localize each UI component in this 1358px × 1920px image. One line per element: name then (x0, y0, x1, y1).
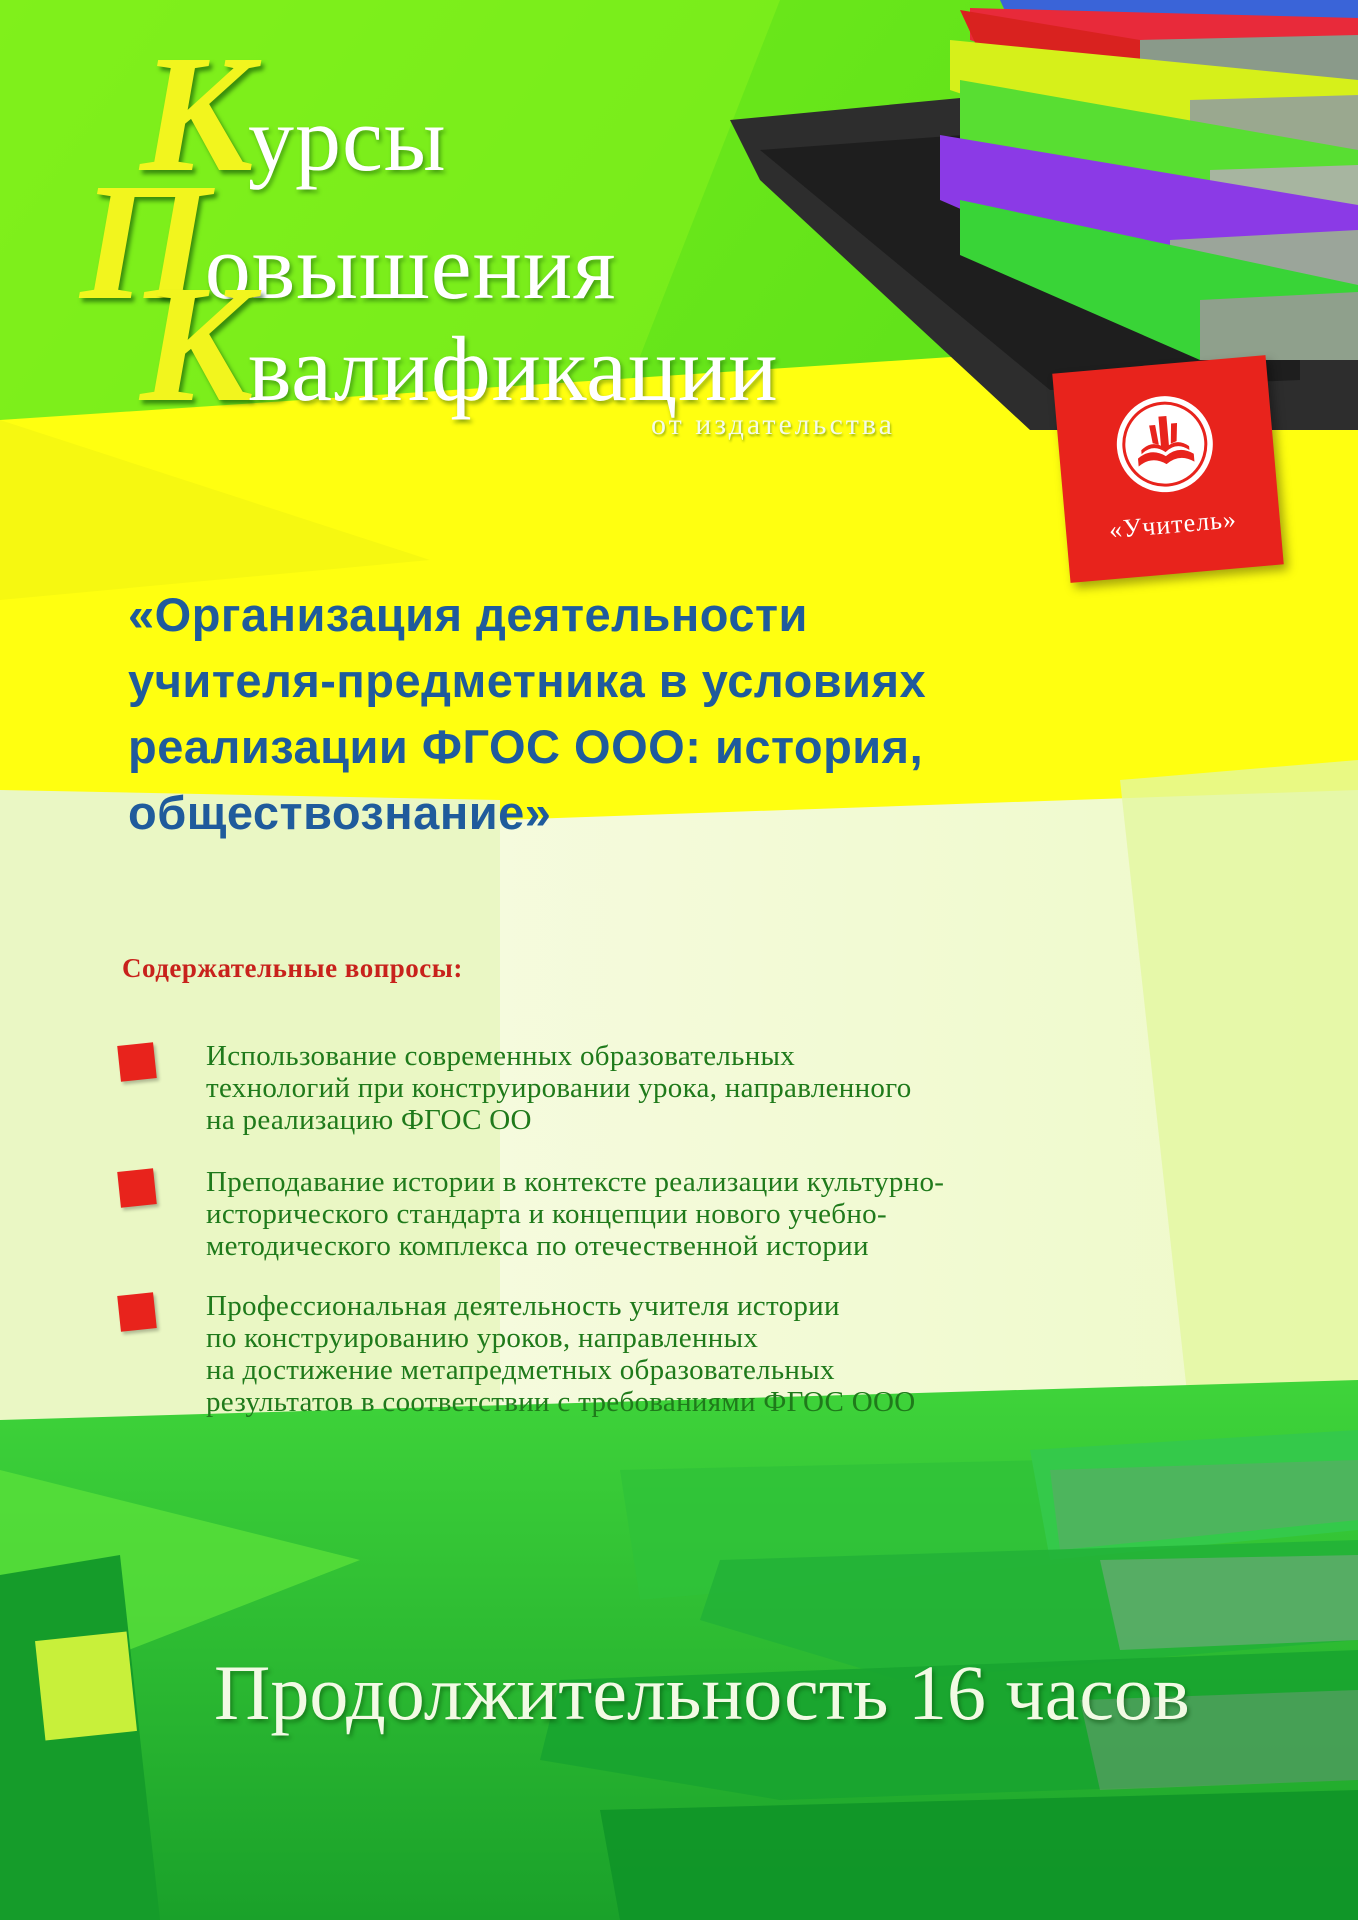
topic-text (206, 1290, 915, 1418)
topic-text (206, 1166, 944, 1262)
topic-line: Профессиональная деятельность учителя истории (206, 1290, 840, 1322)
topics-heading: Содержательные вопросы: (122, 953, 463, 983)
course-title-line: «Организация деятельности (128, 588, 808, 641)
header-line-2-initial: П (80, 149, 211, 335)
topic-line: методического комплекса по отечественной истории (206, 1230, 869, 1262)
header-line-2-text: овышения (204, 216, 617, 318)
header-line-1-text: урсы (247, 88, 447, 190)
header-line-3-initial: К (140, 251, 254, 437)
topic-text (206, 1040, 912, 1136)
publisher-line: от издательства (651, 408, 895, 441)
topic-line: результатов в соответствии с требованиями ФГОС ООО (206, 1386, 916, 1418)
red-square-bullet-icon (117, 1292, 157, 1332)
course-title-line: обществознание» (128, 786, 552, 839)
red-square-bullet-icon (117, 1042, 157, 1082)
header-line-3-text: валификации (247, 318, 779, 420)
topic-line: на реализацию ФГОС ОО (206, 1104, 532, 1136)
open-book-emblem-icon (1111, 390, 1219, 498)
topic-line: Преподавание истории в контексте реализации культурно- (206, 1166, 945, 1198)
red-square-bullet-icon (117, 1168, 157, 1208)
course-duration: Продолжительность 16 часов (214, 1649, 1190, 1736)
publisher-logo-badge (1052, 355, 1283, 583)
topic-line: исторического стандарта и концепции нового учебно- (206, 1198, 887, 1230)
course-title-line: учителя-предметника в условиях (128, 654, 927, 707)
topic-line: на достижение метапредметных образовательных (206, 1354, 835, 1386)
course-title (128, 582, 1298, 846)
header-line-1-initial: К (140, 21, 254, 207)
publisher-logo-text: «Учитель» (1107, 504, 1238, 545)
header-line-3 (140, 251, 779, 437)
topic-line: Использование современных образовательных (206, 1040, 796, 1072)
course-title-line: реализации ФГОС ООО: история, (128, 720, 924, 773)
topic-line: технологий при конструировании урока, направленного (206, 1072, 912, 1104)
topic-line: по конструированию уроков, направленных (206, 1322, 759, 1354)
